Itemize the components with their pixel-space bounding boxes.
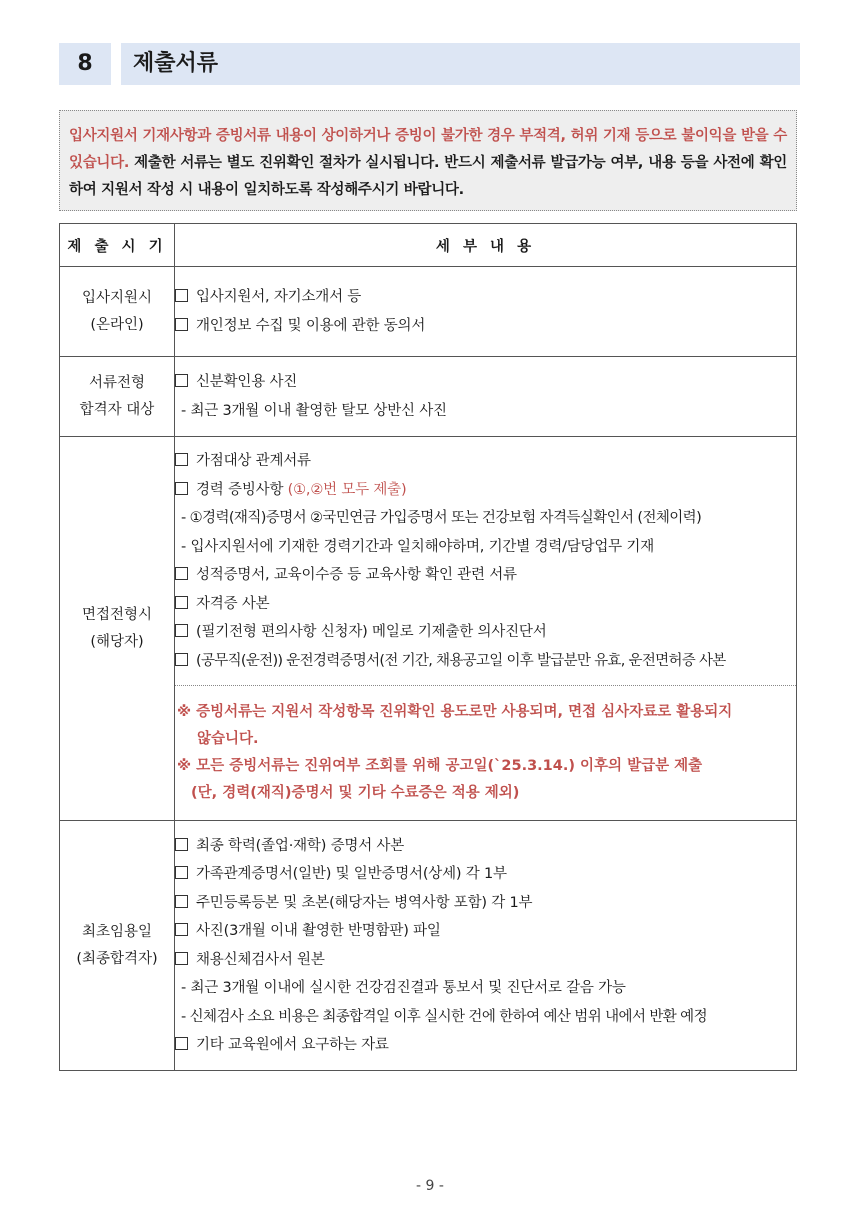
table-row	[60, 267, 797, 357]
list-item	[175, 946, 796, 975]
time-label: 합격자 대상	[79, 401, 155, 418]
item-text: 입사지원서, 자기소개서 등	[196, 289, 362, 305]
section-number: 8	[59, 43, 111, 85]
section-title: 제출서류	[121, 43, 800, 85]
time-label: 서류전형	[88, 374, 146, 391]
list-item	[175, 832, 796, 861]
list-subitem: - 신체검사 소요 비용은 최종합격일 이후 실시한 건에 한하여 예산 범위 내에서 반환 예정	[181, 1008, 707, 1025]
checkbox-icon	[175, 952, 188, 965]
time-label: (해당자)	[90, 633, 144, 650]
row-detail-cell	[175, 267, 797, 357]
row-time-cell	[60, 437, 175, 821]
list-item	[175, 1031, 796, 1060]
header-detail: 세 부 내 용	[175, 224, 797, 267]
row-detail-cell	[175, 821, 797, 1071]
list-item	[175, 618, 796, 647]
item-text: 기타 교육원에서 요구하는 자료	[196, 1037, 389, 1053]
table-row	[60, 357, 797, 437]
row-detail-cell	[175, 437, 797, 686]
notes-cell	[175, 686, 797, 821]
note-line-continued: 않습니다.	[197, 731, 259, 747]
item-text: 가족관계증명서(일반) 및 일반증명서(상세) 각 1부	[196, 866, 507, 882]
checkbox-icon	[175, 374, 188, 387]
checkbox-icon	[175, 866, 188, 879]
list-item	[175, 647, 796, 676]
item-text: 성적증명서, 교육이수증 등 교육사항 확인 관련 서류	[196, 567, 517, 583]
row-detail-cell	[175, 357, 797, 437]
item-text: 경력 증빙사항	[196, 481, 288, 498]
time-label: 면접전형시	[81, 606, 153, 623]
checkbox-icon	[175, 653, 188, 666]
checkbox-icon	[175, 1037, 188, 1050]
item-text: (필기전형 편의사항 신청자) 메일로 기제출한 의사진단서	[196, 624, 547, 640]
checkbox-icon	[175, 318, 188, 331]
note-line	[175, 726, 796, 753]
checkbox-icon	[175, 624, 188, 637]
time-label: (온라인)	[90, 316, 144, 333]
checkbox-icon	[175, 567, 188, 580]
list-item	[175, 590, 796, 619]
checkbox-icon	[175, 289, 188, 302]
item-text: 자격증 사본	[196, 595, 270, 612]
note-line: ※ 증빙서류는 지원서 작성항목 진위확인 용도로만 사용되며, 면접 심사자료로 활용되지	[177, 704, 733, 720]
row-time-cell	[60, 821, 175, 1071]
checkbox-icon	[175, 453, 188, 466]
item-text: 신분확인용 사진	[196, 374, 298, 390]
list-subitem: - 최근 3개월 이내 촬영한 탈모 상반신 사진	[181, 402, 447, 419]
note-line-continued: (단, 경력(재직)증명서 및 기타 수료증은 적용 제외)	[191, 785, 520, 801]
list-item	[175, 860, 796, 889]
checkbox-icon	[175, 482, 188, 495]
list-item	[175, 889, 796, 918]
header-time: 제 출 시 기	[60, 224, 175, 267]
note-line	[175, 780, 796, 807]
page-number: - 9 -	[416, 1178, 444, 1194]
item-text: 주민등록등본 및 초본(해당자는 병역사항 포함) 각 1부	[196, 894, 533, 911]
list-subitem: - 입사지원서에 기재한 경력기간과 일치해야하며, 기간별 경력/담당업무 기재	[181, 538, 655, 555]
time-label: 입사지원시	[81, 289, 153, 306]
item-text: 사진(3개월 이내 촬영한 반명함판) 파일	[196, 923, 441, 939]
list-subitem: - ①경력(재직)증명서 ②국민연금 가입증명서 또는 건강보험 자격득실확인서 (전체이력)	[181, 510, 702, 526]
checkbox-icon	[175, 923, 188, 936]
item-text: 최종 학력(졸업·재학) 증명서 사본	[196, 837, 405, 854]
list-item	[175, 283, 796, 312]
time-label: 최초임용일	[81, 923, 153, 940]
table-row	[60, 821, 797, 1071]
note-line: ※ 모든 증빙서류는 진위여부 조회를 위해 공고일(`25.3.14.) 이후의 발급분 제출	[177, 758, 703, 774]
row-time-cell	[60, 357, 175, 437]
item-text: 가점대상 관계서류	[196, 453, 311, 469]
list-item	[175, 312, 796, 341]
item-text: (공무직(운전)) 운전경력증명서(전 기간, 채용공고일 이후 발급분만 유효, 운전면허증 사본	[196, 652, 726, 669]
checkbox-icon	[175, 895, 188, 908]
table-header-row	[60, 224, 797, 267]
checkbox-icon	[175, 838, 188, 851]
notice-box	[59, 110, 797, 211]
section-heading	[59, 43, 800, 85]
list-item	[175, 476, 796, 505]
list-item	[175, 447, 796, 476]
item-red-note: (①,②번 모두 제출)	[287, 481, 407, 498]
time-label: (최종합격자)	[76, 950, 158, 967]
table-row	[60, 437, 797, 686]
row-time-cell	[60, 267, 175, 357]
list-item	[175, 917, 796, 946]
documents-table	[59, 223, 797, 1071]
checkbox-icon	[175, 596, 188, 609]
item-text: 개인정보 수집 및 이용에 관한 동의서	[196, 317, 426, 334]
list-item	[175, 368, 796, 397]
list-item	[175, 561, 796, 590]
notice-warning-text: 입사지원서 기재사항과 증빙서류 내용이 상이하거나 증빙이 불가한 경우 부적격, 허위 기재 등으로 불이익을 받을 수 있습니다.	[69, 128, 787, 171]
item-text: 채용신체검사서 원본	[196, 951, 325, 968]
notice-body-text: 제출한 서류는 별도 진위확인 절차가 실시됩니다. 반드시 제출서류 발급가능 여부, 내용 등을 사전에 확인하여 지원서 작성 시 내용이 일치하도록 작성해주시기 바랍니다.	[69, 155, 787, 198]
list-subitem: - 최근 3개월 이내에 실시한 건강검진결과 통보서 및 진단서로 갈음 가능	[181, 980, 626, 996]
